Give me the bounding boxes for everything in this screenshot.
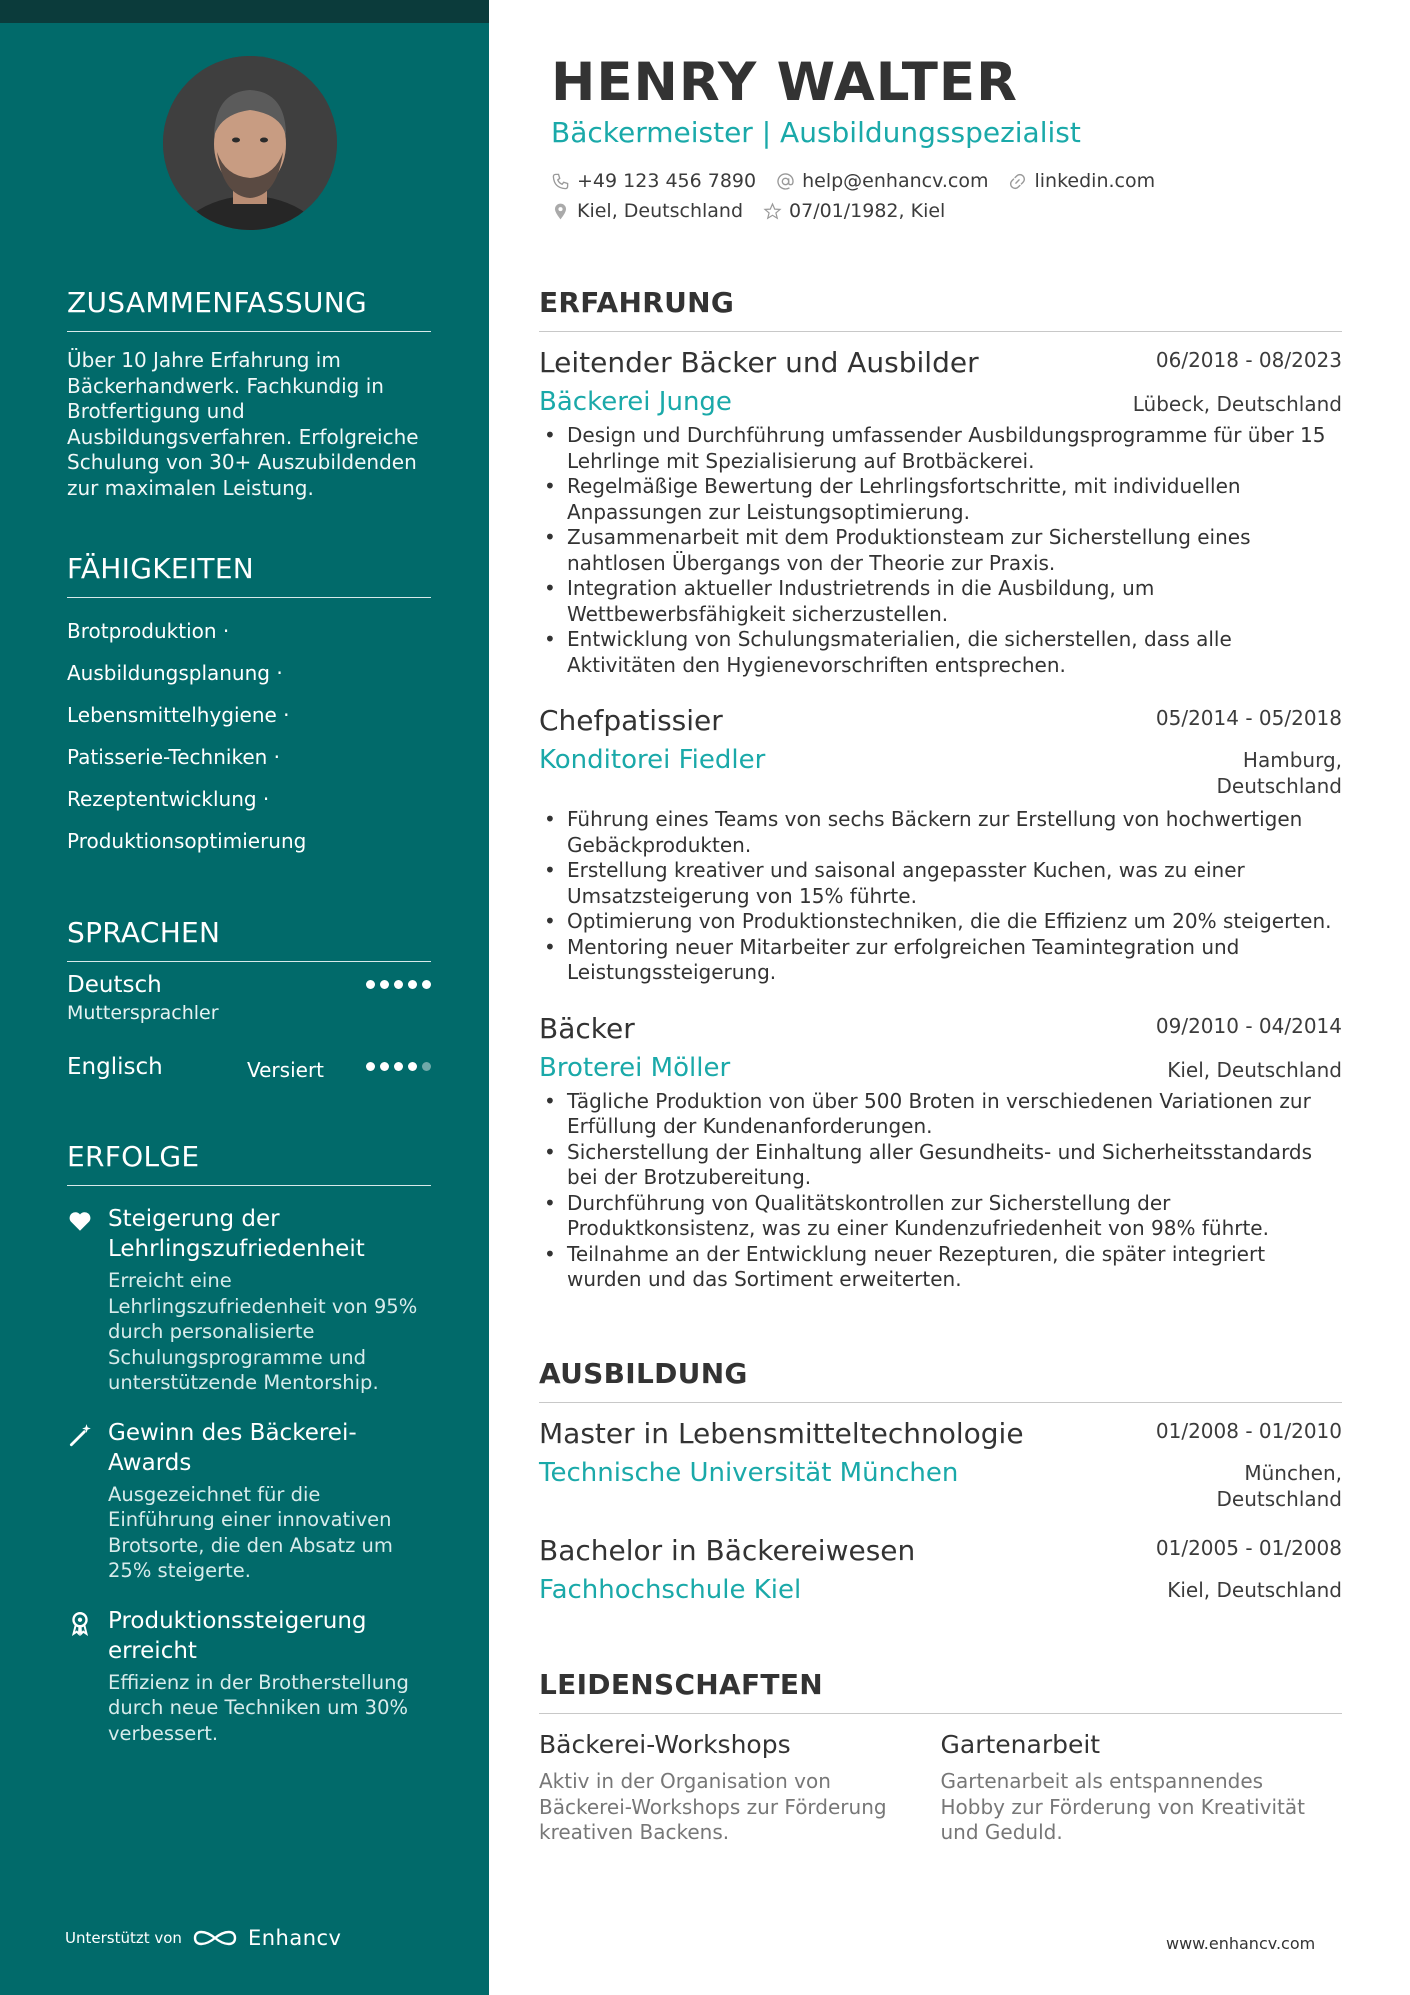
candidate-tagline: Bäckermeister | Ausbildungsspezialist — [551, 116, 1081, 149]
enhancv-logo-icon — [192, 1927, 238, 1949]
email-address[interactable]: help@enhancv.com — [802, 170, 989, 192]
job-bullets — [539, 423, 1342, 678]
skill-item: Patisserie-Techniken · — [67, 745, 281, 769]
location-pin-icon — [551, 202, 570, 221]
passion-title: Gartenarbeit — [940, 1730, 1101, 1759]
rating-dot — [380, 1062, 389, 1071]
language-name: Deutsch — [67, 972, 162, 998]
job-location: Lübeck, Deutschland — [1132, 392, 1342, 416]
job-location-country: Deutschland — [1216, 773, 1342, 798]
job-location: Kiel, Deutschland — [1167, 1057, 1342, 1082]
brand-name: Enhancv — [247, 1926, 342, 1950]
rating-dot — [408, 980, 417, 989]
skill-item: Ausbildungsplanung · — [67, 661, 283, 685]
profile-photo — [163, 56, 337, 230]
job-bullet: • Führung eines Teams von sechs Bäckern zur Erstellung von hochwertigen Gebäckprodukten. — [539, 807, 1342, 858]
job-entry — [539, 704, 1342, 986]
job-company: Bäckerei Junge — [539, 387, 732, 417]
rating-dot — [380, 980, 389, 989]
education-dates: 01/2005 - 01/2008 — [1155, 1536, 1342, 1560]
job-bullet: • Durchführung von Qualitätskontrollen zur Sicherstellung der Produktkonsistenz, was zu einer Kundenzufriedenheit von 98% führte. — [539, 1191, 1342, 1242]
job-bullet: • Design und Durchführung umfassender Ausbildungsprogramme für über 15 Lehrlinge mit Spezialisierung auf Brotbäckerei. — [539, 423, 1342, 474]
achievement-title: Produktionssteigerung erreicht — [108, 1607, 367, 1664]
sidebar — [0, 0, 489, 1995]
at-icon — [776, 172, 795, 191]
achievement-desc: Ausgezeichnet für die Einführung einer innovativen Brotsorte, die den Absatz um 25% steigerte. — [108, 1482, 393, 1582]
languages-heading: SPRACHEN — [67, 916, 431, 962]
powered-by-label: Unterstützt von — [65, 1929, 182, 1947]
language-rating — [366, 980, 431, 989]
education-entry — [539, 1534, 1342, 1605]
job-bullet: • Tägliche Produktion von über 500 Broten in verschiedenen Variationen zur Erfüllung der Kundenanforderungen. — [539, 1089, 1342, 1140]
skills-heading: FÄHIGKEITEN — [67, 552, 431, 598]
job-bullets — [539, 1089, 1342, 1293]
contact-location — [551, 200, 743, 222]
skill-item: Lebensmittelhygiene · — [67, 703, 290, 727]
powered-by — [65, 1926, 341, 1950]
heart-icon — [67, 1208, 93, 1234]
language-rating — [366, 1062, 431, 1071]
birth-text: 07/01/1982, Kiel — [789, 200, 946, 222]
experience-section — [539, 286, 1342, 1293]
contact-phone — [551, 170, 756, 192]
skill-item: Produktionsoptimierung — [67, 829, 307, 853]
languages-section — [67, 916, 431, 1106]
education-entry — [539, 1417, 1342, 1511]
job-company: Konditorei Fiedler — [539, 745, 766, 775]
rating-dot — [394, 980, 403, 989]
passion-title: Bäckerei-Workshops — [539, 1730, 791, 1759]
contact-linkedin[interactable] — [1008, 170, 1155, 192]
achievement-item — [67, 1606, 431, 1747]
job-location — [1217, 748, 1343, 799]
language-name: Englisch — [67, 1054, 163, 1080]
job-bullet: • Regelmäßige Bewertung der Lehrlingsfortschritte, mit individuellen Anpassungen zur Leistungsoptimierung. — [539, 474, 1342, 525]
education-location-city: München, — [1244, 1461, 1342, 1485]
job-bullets — [539, 807, 1342, 986]
job-title: Leitender Bäcker und Ausbilder — [539, 346, 979, 379]
contact-row — [551, 170, 1155, 192]
rating-dot — [408, 1062, 417, 1071]
job-company: Broterei Möller — [539, 1052, 731, 1083]
job-bullet: • Mentoring neuer Mitarbeiter zur erfolgreichen Teamintegration und Leistungssteigerung. — [539, 935, 1342, 986]
contact-birth — [763, 200, 945, 222]
job-location-city: Hamburg, — [1242, 748, 1342, 772]
rating-dot — [366, 980, 375, 989]
rating-dot — [422, 980, 431, 989]
language-row — [67, 1044, 431, 1106]
linkedin-link[interactable]: linkedin.com — [1034, 170, 1156, 192]
job-dates: 06/2018 - 08/2023 — [1155, 348, 1342, 372]
language-row — [67, 962, 431, 1044]
achievements-section — [67, 1140, 431, 1746]
job-entry — [539, 1012, 1342, 1293]
rating-dot — [366, 1062, 375, 1071]
passions-section — [539, 1668, 1342, 1846]
education-heading: AUSBILDUNG — [539, 1357, 1342, 1403]
skills-section — [67, 552, 431, 862]
education-dates: 01/2008 - 01/2010 — [1155, 1419, 1342, 1443]
degree-title: Bachelor in Bäckereiwesen — [539, 1534, 916, 1567]
phone-icon — [551, 172, 570, 191]
summary-section — [67, 286, 431, 501]
magic-wand-icon — [67, 1422, 93, 1448]
portrait-image — [163, 56, 337, 230]
job-bullet: • Integration aktueller Industrietrends in die Ausbildung, um Wettbewerbsfähigkeit sicherzustellen. — [539, 576, 1342, 627]
footer-url[interactable]: www.enhancv.com — [1166, 1934, 1316, 1953]
job-dates: 09/2010 - 04/2014 — [1155, 1013, 1342, 1038]
job-bullet: • Optimierung von Produktionstechniken, die die Effizienz um 20% steigerten. — [539, 909, 1342, 935]
passion-desc: Aktiv in der Organisation von Bäckerei-Workshops zur Förderung kreativen Backens. — [539, 1769, 887, 1844]
job-bullet: • Erstellung kreativer und saisonal angepasster Kuchen, was zu einer Umsatzsteigerung von 15% führte. — [539, 858, 1342, 909]
achievement-title: Gewinn des Bäckerei-Awards — [108, 1419, 357, 1476]
education-location — [1217, 1461, 1343, 1512]
rating-dot — [394, 1062, 403, 1071]
language-level: Muttersprachler — [67, 1002, 219, 1024]
candidate-name: HENRY WALTER — [551, 52, 1018, 113]
achievement-item — [67, 1204, 431, 1396]
experience-heading: ERFAHRUNG — [539, 286, 1342, 332]
phone-number: +49 123 456 7890 — [577, 170, 757, 192]
award-ribbon-icon — [67, 1610, 93, 1636]
achievements-heading: ERFOLGE — [67, 1140, 431, 1186]
contact-row — [551, 200, 945, 222]
passion-desc: Gartenarbeit als entspannendes Hobby zur Förderung von Kreativität und Geduld. — [940, 1769, 1305, 1844]
language-level: Versiert — [247, 1058, 325, 1082]
job-title: Chefpatissier — [539, 704, 723, 737]
job-entry — [539, 346, 1342, 678]
achievement-desc: Erreicht eine Lehrlingszufriedenheit von 95% durch personalisierte Schulungsprogramme und unterstützende Mentorship. — [108, 1269, 418, 1394]
passions-grid — [539, 1730, 1342, 1846]
passion-item — [539, 1730, 941, 1846]
summary-text: Über 10 Jahre Erfahrung im Bäckerhandwerk. Fachkundig in Brotfertigung und Ausbildungsverfahren. Erfolgreiche Schulung von 30+ Auszubildenden zur maximalen Leistung. — [67, 348, 419, 500]
education-location-country: Deutschland — [1216, 1486, 1342, 1511]
job-bullet: • Sicherstellung der Einhaltung aller Gesundheits- und Sicherheitsstandards bei der Brotzubereitung. — [539, 1140, 1342, 1191]
link-icon — [1008, 172, 1027, 191]
skill-item: Rezeptentwicklung · — [67, 787, 270, 811]
degree-title: Master in Lebensmitteltechnologie — [539, 1417, 1024, 1450]
job-title: Bäcker — [539, 1011, 635, 1045]
sidebar-top-bar — [0, 0, 489, 23]
education-location: Kiel, Deutschland — [1167, 1578, 1342, 1602]
passion-item — [941, 1730, 1343, 1846]
star-icon — [763, 202, 782, 221]
job-bullet: • Teilnahme an der Entwicklung neuer Rezepturen, die später integriert wurden und das Sortiment erweiterten. — [539, 1242, 1342, 1293]
school-name: Technische Universität München — [539, 1458, 959, 1488]
job-bullet: • Entwicklung von Schulungsmaterialien, die sicherstellen, dass alle Aktivitäten den Hygienevorschriften entsprechen. — [539, 627, 1342, 678]
school-name: Fachhochschule Kiel — [539, 1575, 802, 1605]
passions-heading: LEIDENSCHAFTEN — [539, 1668, 1342, 1714]
job-bullet: • Zusammenarbeit mit dem Produktionsteam zur Sicherstellung eines nahtlosen Übergangs von der Theorie zur Praxis. — [539, 525, 1342, 576]
skills-list — [67, 610, 431, 862]
contact-email[interactable] — [776, 170, 988, 192]
location-text: Kiel, Deutschland — [577, 200, 744, 222]
education-section — [539, 1357, 1342, 1605]
achievement-desc: Effizienz in der Brotherstellung durch neue Techniken um 30% verbessert. — [108, 1670, 409, 1745]
achievement-title: Steigerung der Lehrlingszufriedenheit — [108, 1206, 365, 1262]
summary-heading: ZUSAMMENFASSUNG — [67, 286, 431, 332]
job-dates: 05/2014 - 05/2018 — [1155, 706, 1342, 730]
achievement-item — [67, 1418, 431, 1584]
skill-item: Brotproduktion · — [67, 619, 230, 643]
rating-dot — [422, 1062, 431, 1071]
